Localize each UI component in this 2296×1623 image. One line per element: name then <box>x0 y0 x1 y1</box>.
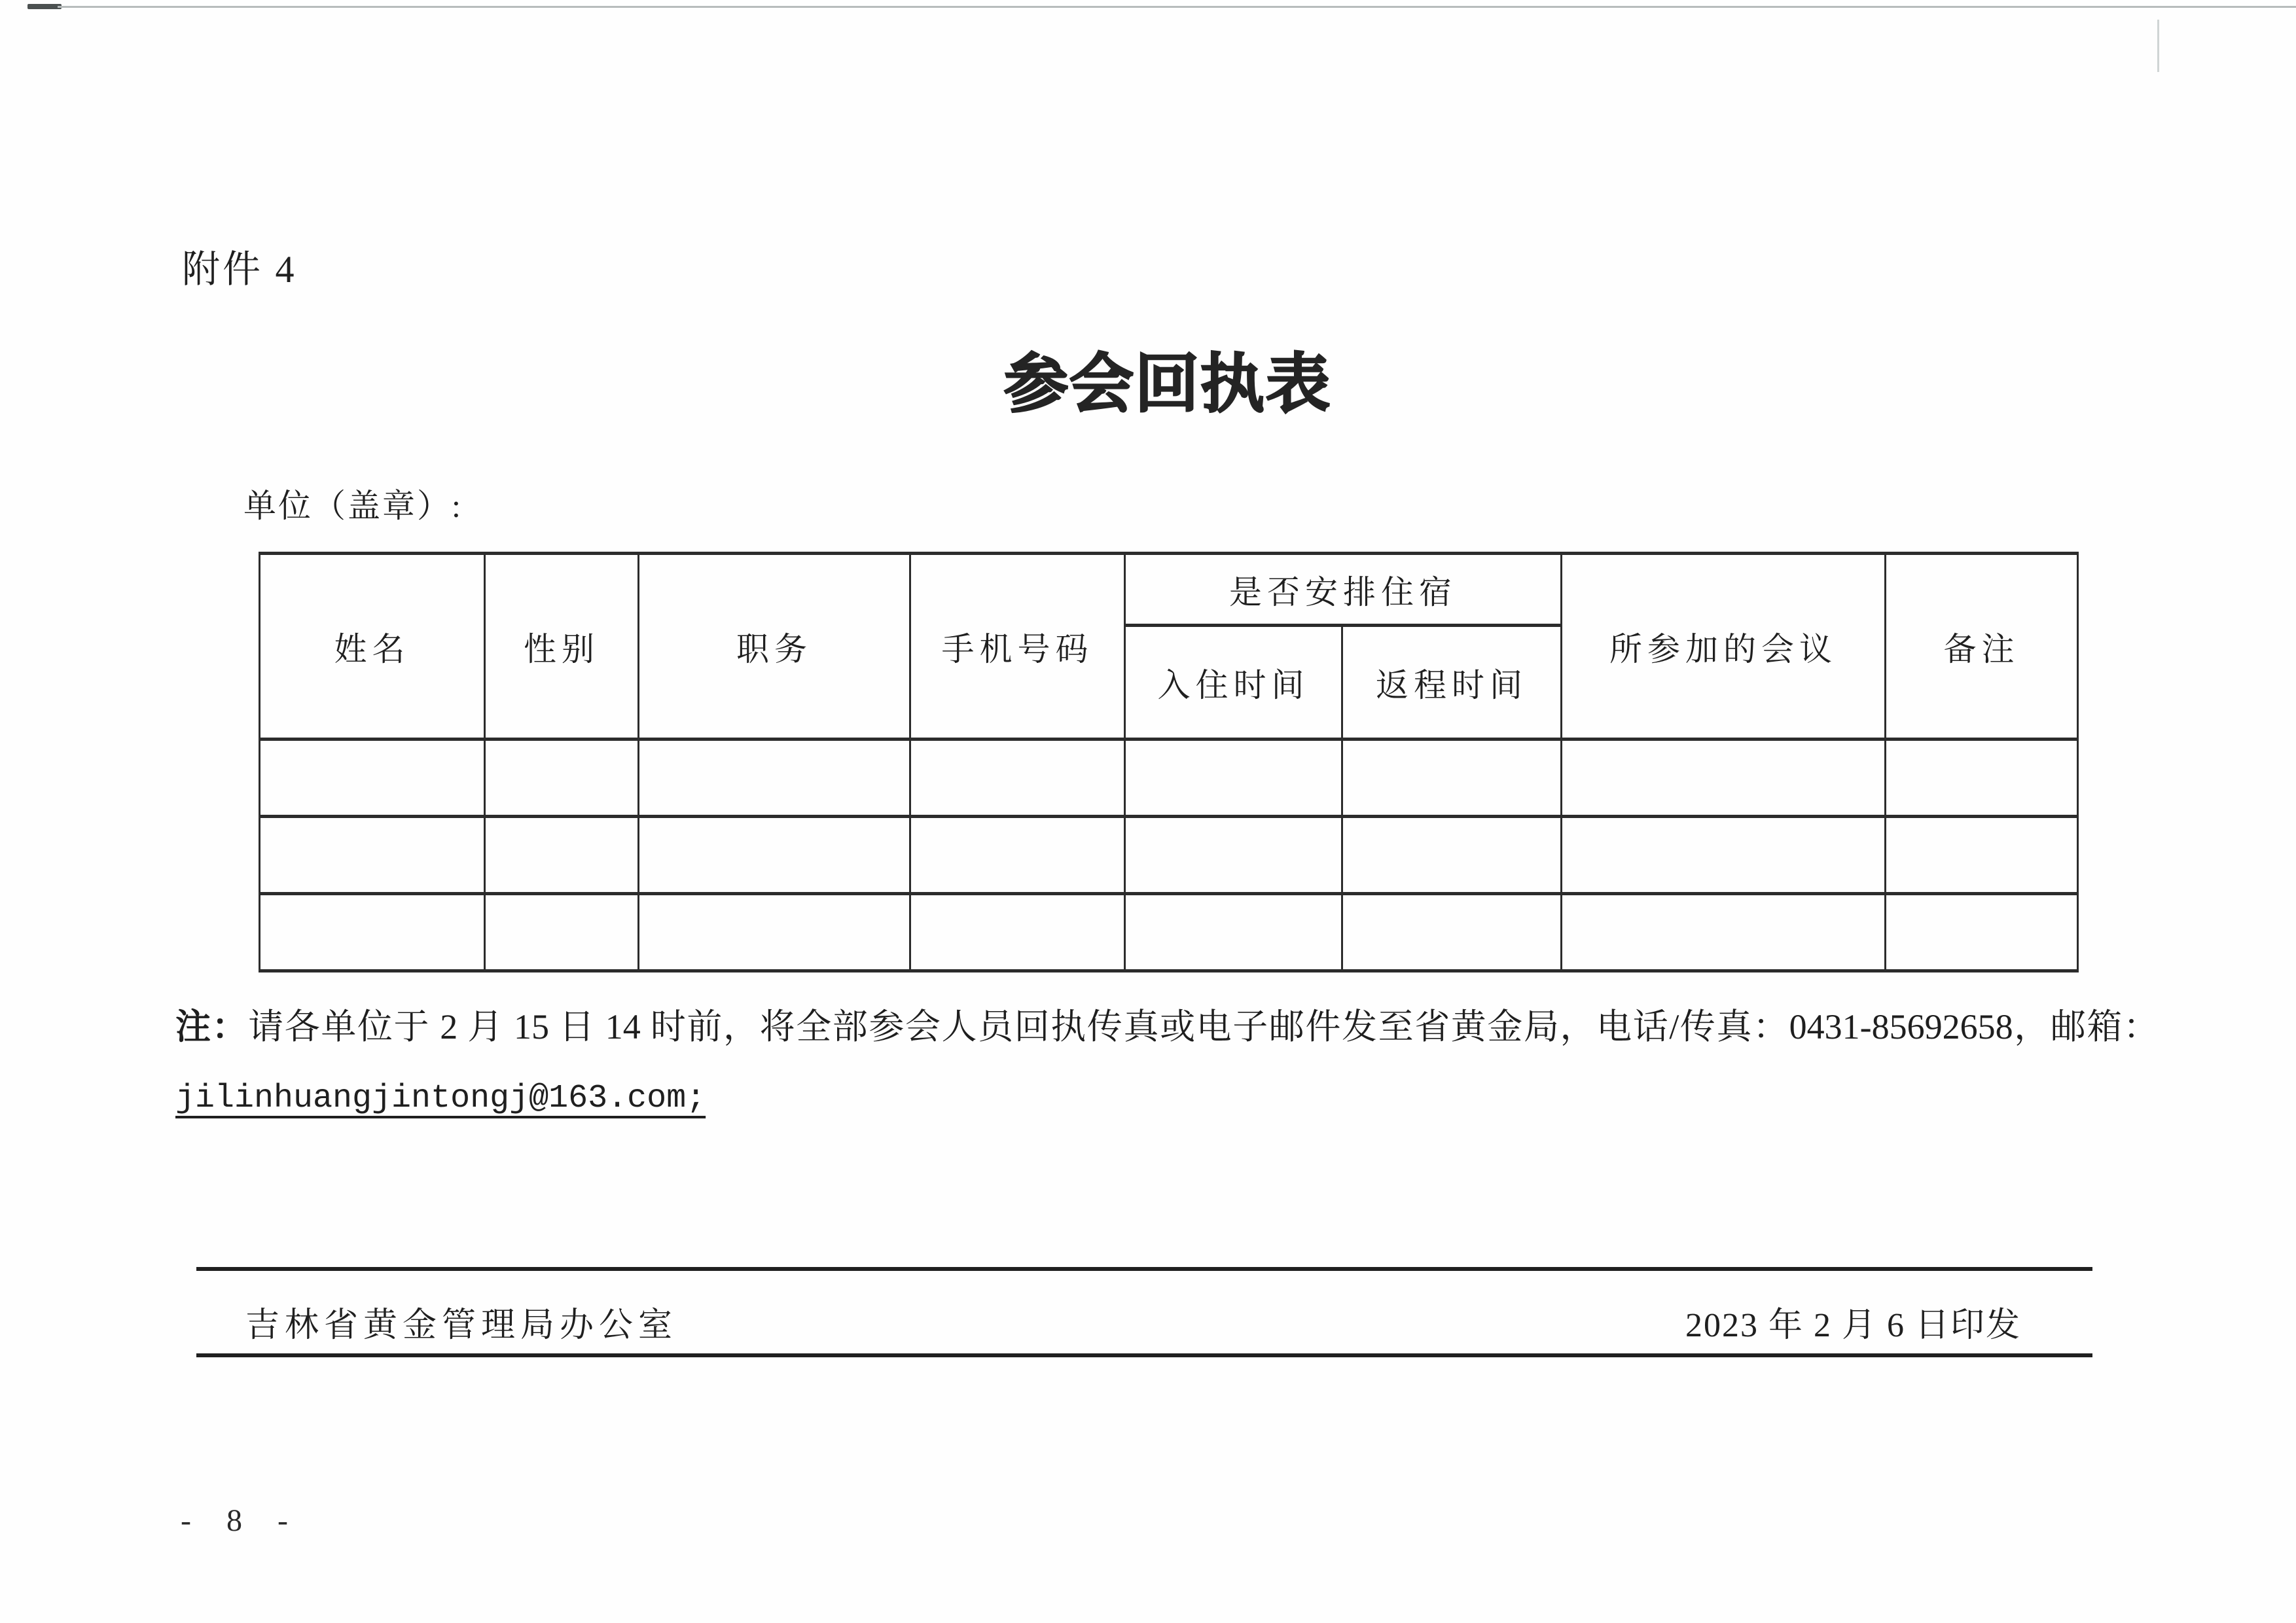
empty-cell <box>260 894 485 971</box>
col-header-return-time: 返程时间 <box>1342 626 1562 740</box>
col-header-position: 职务 <box>639 554 910 740</box>
reply-table <box>259 552 2079 972</box>
empty-cell <box>485 817 639 894</box>
empty-cell <box>1562 817 1886 894</box>
empty-cell <box>639 894 910 971</box>
empty-cell <box>485 740 639 817</box>
empty-cell <box>1125 894 1342 971</box>
scan-artifact-right-mark <box>2157 20 2159 72</box>
col-header-checkin-time: 入住时间 <box>1125 626 1342 740</box>
col-header-name: 姓名 <box>260 554 485 740</box>
note-text: 请各单位于 2 月 15 日 14 时前，将全部参会人员回执传真或电子邮件发至省黄金局，电话/传真：0431-85692658，邮箱： <box>248 1007 2159 1046</box>
empty-cell <box>1342 740 1562 817</box>
empty-cell <box>910 740 1125 817</box>
table-body <box>260 740 2078 971</box>
col-header-meeting: 所参加的会议 <box>1562 554 1886 740</box>
unit-seal-label: 单位（盖章）: <box>243 488 463 524</box>
footer-rule-top <box>196 1267 2092 1271</box>
empty-cell <box>639 740 910 817</box>
empty-cell <box>260 740 485 817</box>
footer-rule-bottom <box>196 1353 2092 1357</box>
col-header-remarks: 备注 <box>1886 554 2078 740</box>
scan-artifact-top-line <box>58 6 2296 8</box>
empty-cell <box>1125 817 1342 894</box>
footer-issue-date: 2023 年 2 月 6 日印发 <box>1685 1307 2022 1344</box>
empty-cell <box>485 894 639 971</box>
contact-email: jilinhuangjintongj@163.com; <box>175 1080 706 1117</box>
table-header-row <box>260 554 2078 626</box>
col-header-accommodation: 是否安排住宿 <box>1125 554 1562 626</box>
empty-cell <box>1342 894 1562 971</box>
empty-cell <box>910 817 1125 894</box>
page-title: 参会回执表 <box>1003 349 1331 420</box>
scan-artifact-dash <box>27 4 62 9</box>
empty-cell <box>910 894 1125 971</box>
page-number: - 8 - <box>181 1503 297 1538</box>
table-row <box>260 817 2078 894</box>
empty-cell <box>1886 894 2078 971</box>
footer-issuer: 吉林省黄金管理局办公室 <box>245 1307 678 1344</box>
empty-cell <box>1125 740 1342 817</box>
attachment-label: 附件 4 <box>182 248 297 291</box>
empty-cell <box>1886 817 2078 894</box>
empty-cell <box>1562 894 1886 971</box>
empty-cell <box>1562 740 1886 817</box>
empty-cell <box>260 817 485 894</box>
note-label: 注： <box>175 1007 249 1046</box>
note-paragraph <box>175 1005 2159 1048</box>
col-header-mobile: 手机号码 <box>910 554 1125 740</box>
col-header-gender: 性别 <box>485 554 639 740</box>
empty-cell <box>1886 740 2078 817</box>
empty-cell <box>1342 817 1562 894</box>
table-row <box>260 894 2078 971</box>
empty-cell <box>639 817 910 894</box>
table-row <box>260 740 2078 817</box>
